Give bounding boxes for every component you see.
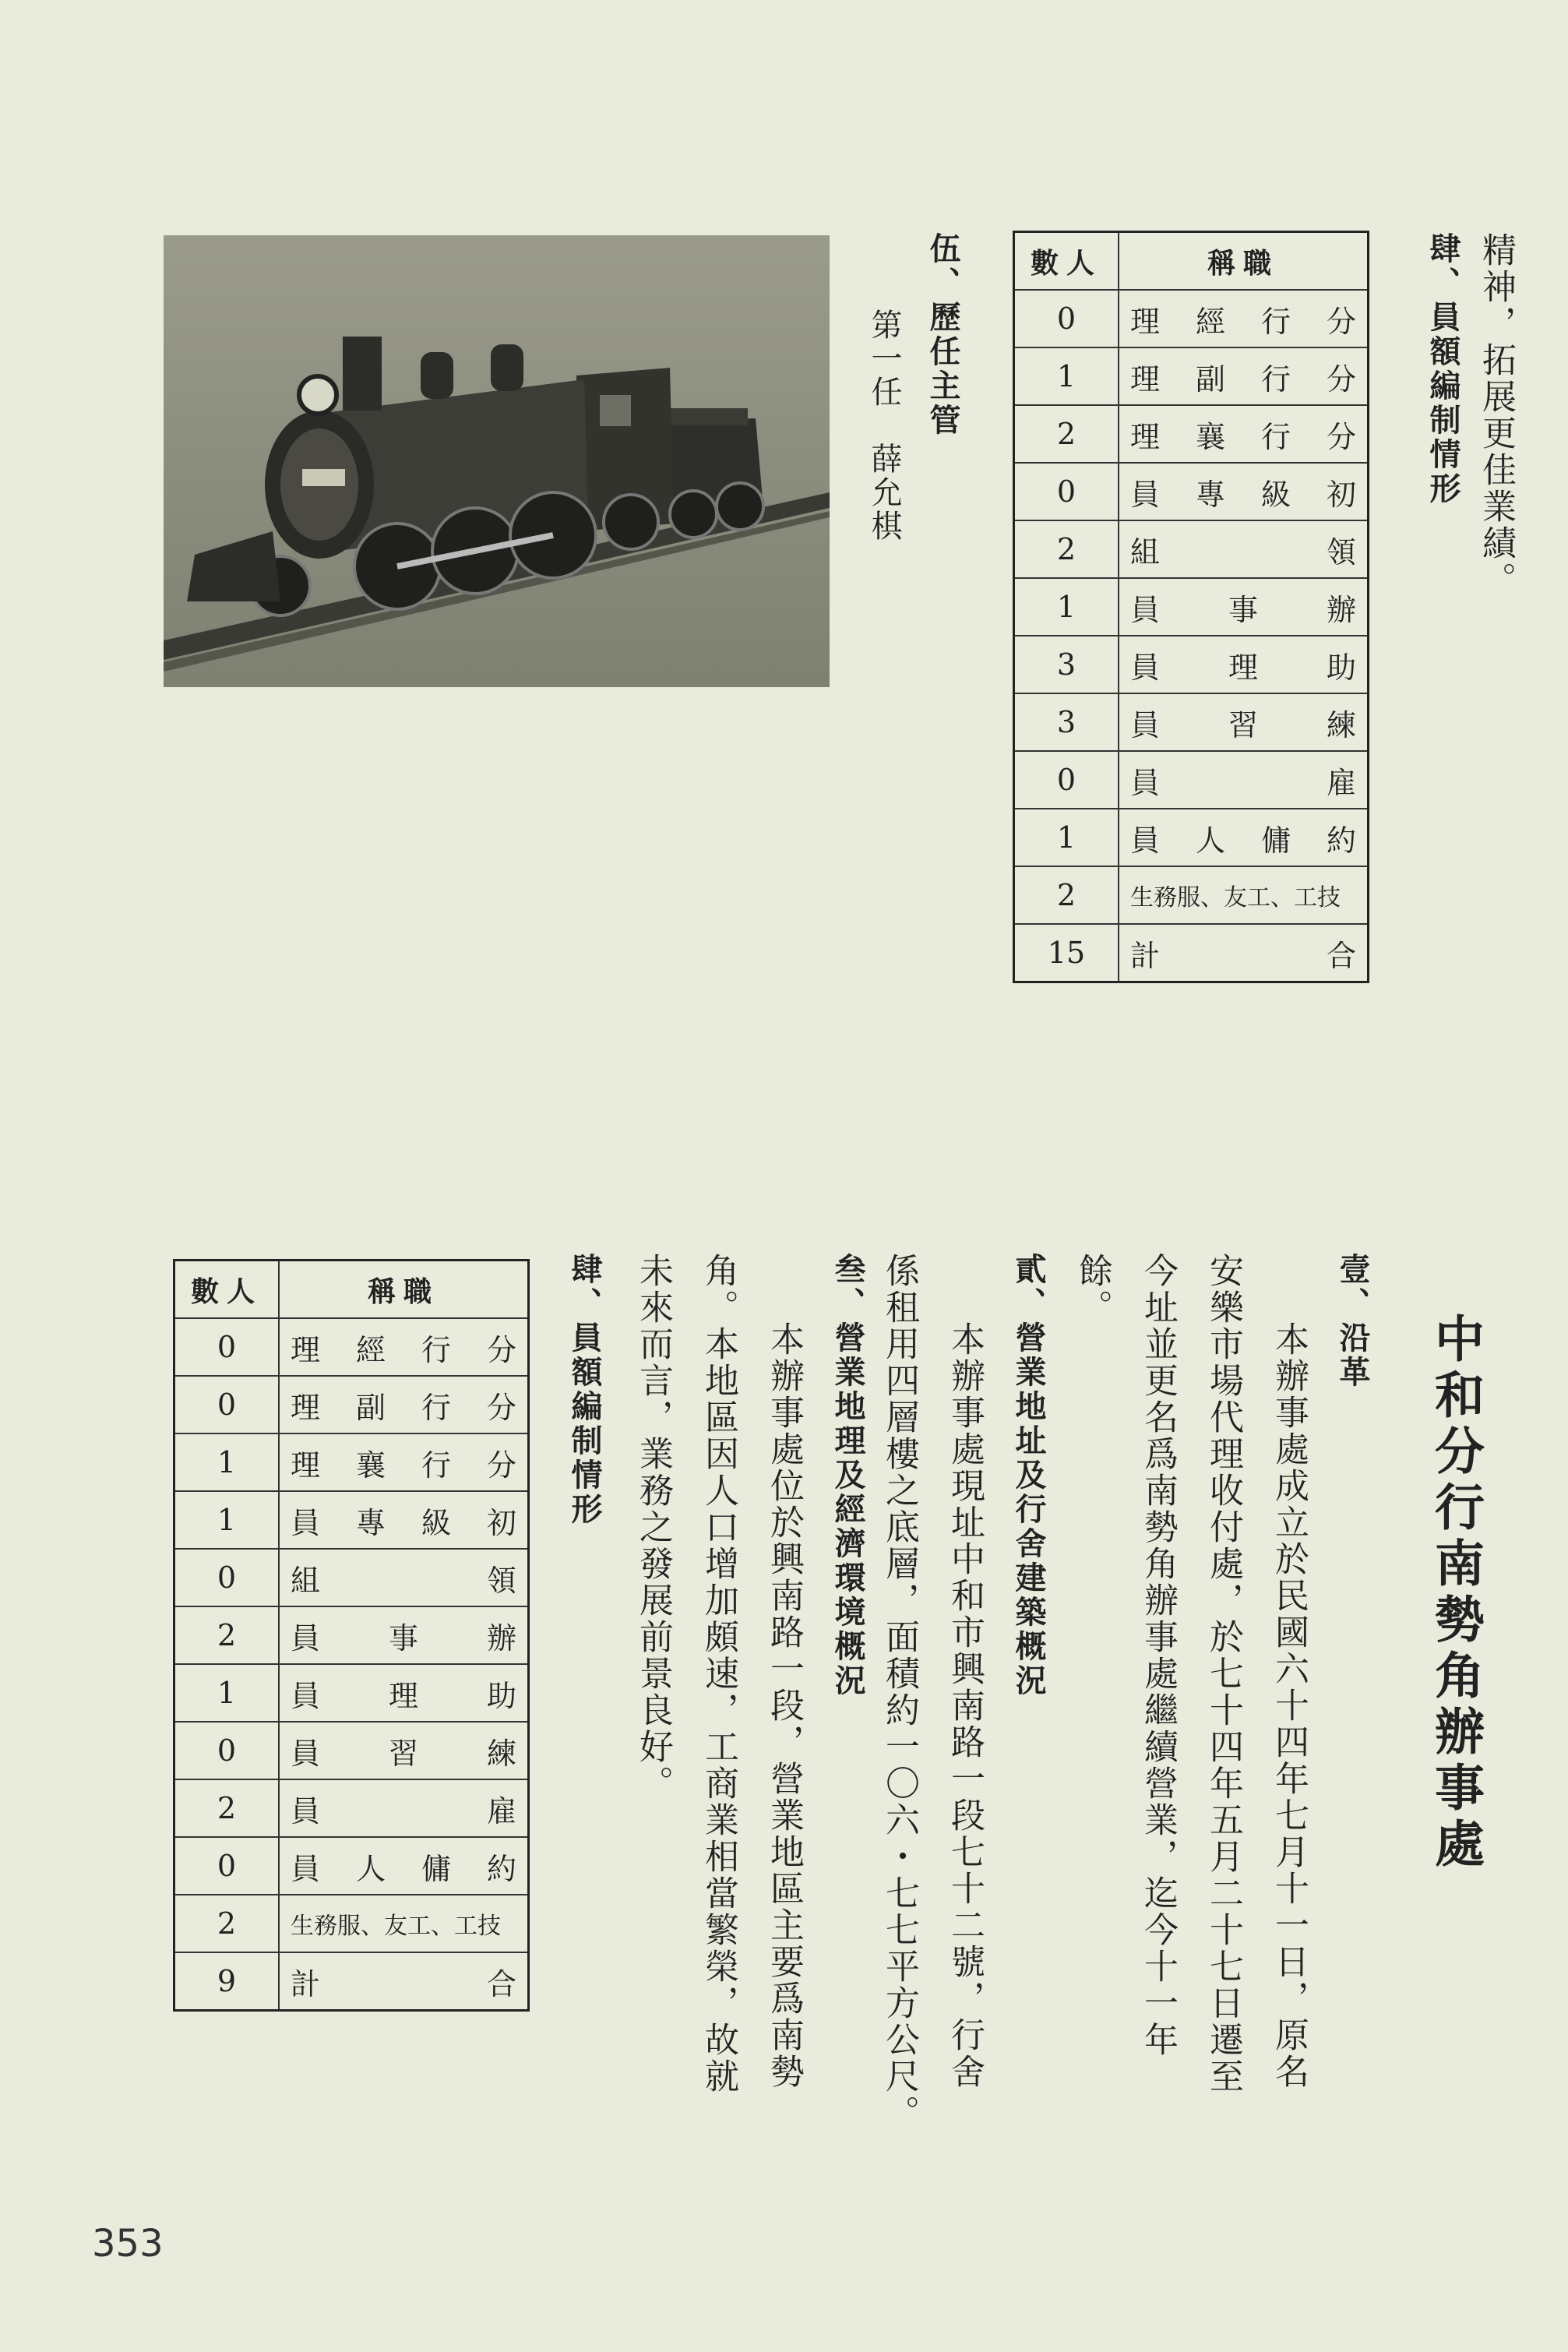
position-title-cell — [279, 1318, 529, 1376]
staff-count-cell: 1 — [174, 1491, 280, 1549]
position-title-cell — [279, 1376, 529, 1433]
staff-count-cell: 3 — [1014, 693, 1119, 751]
position-title-text: 員 雇 — [291, 1793, 516, 1828]
table-row — [174, 1491, 529, 1549]
section-heading-supervisors: 伍、歷任主管 — [925, 232, 960, 438]
header-count: 數人 — [1014, 232, 1119, 291]
table-row — [1014, 636, 1369, 693]
position-title-cell — [1119, 636, 1369, 693]
position-title-cell — [279, 1549, 529, 1606]
position-title-cell — [279, 1779, 529, 1837]
locomotive-photo — [164, 235, 830, 687]
position-title-text: 員 人 傭 約 — [291, 1851, 516, 1886]
position-title-cell — [1119, 463, 1369, 520]
header-title: 稱職 — [1119, 232, 1369, 291]
staff-count-cell: 0 — [174, 1837, 280, 1895]
staff-count-cell: 2 — [1014, 405, 1119, 463]
table-row — [174, 1837, 529, 1895]
staff-count-cell: 0 — [1014, 463, 1119, 520]
position-title-text: 生務服、友工、工技 — [1130, 884, 1341, 912]
position-title-text: 理 經 行 分 — [291, 1332, 516, 1367]
table-header-row — [174, 1261, 529, 1319]
locomotive-illustration — [164, 235, 830, 687]
position-title-cell — [279, 1664, 529, 1722]
table-row — [174, 1722, 529, 1779]
position-title-text: 理 襄 行 分 — [1130, 419, 1356, 454]
position-title-text: 計 合 — [291, 1966, 516, 2001]
table-row — [1014, 924, 1369, 982]
position-title-text: 組 領 — [1130, 534, 1356, 569]
staff-count-cell: 3 — [1014, 636, 1119, 693]
table-row — [1014, 520, 1369, 578]
section-heading-address: 貳、營業地址及行舍建築概況 — [1010, 1253, 1046, 1698]
staff-count-cell: 2 — [174, 1895, 280, 1952]
table-row — [174, 1779, 529, 1837]
staff-count-cell: 0 — [174, 1318, 280, 1376]
position-title-text: 員 事 辦 — [291, 1620, 516, 1656]
position-title-cell — [1119, 866, 1369, 924]
position-title-cell — [1119, 520, 1369, 578]
supervisor-line: 第一任 薛允棋 — [866, 309, 902, 543]
position-title-text: 員 專 級 初 — [1130, 477, 1356, 512]
position-title-text: 員 習 練 — [1130, 707, 1356, 742]
table-row — [174, 1318, 529, 1376]
paragraph-line: 角。本地區因人口增加頗速，工商業相當繁榮，故就 — [699, 1253, 738, 2095]
position-title-text: 員 事 辦 — [1130, 592, 1356, 627]
staff-count-cell: 0 — [174, 1722, 280, 1779]
table-row — [1014, 578, 1369, 636]
staff-count-cell: 2 — [174, 1779, 280, 1837]
table-row — [174, 1895, 529, 1952]
position-title-cell — [279, 1952, 529, 2011]
continuation-text: 精神，拓展更佳業績。 — [1476, 232, 1516, 598]
section-heading-history: 壹、沿革 — [1334, 1253, 1370, 1390]
paragraph-line: 今址並更名爲南勢角辦事處繼續營業，迄今十一年 — [1138, 1253, 1178, 2058]
position-title-cell — [279, 1895, 529, 1952]
table-row — [174, 1549, 529, 1606]
staffing-table-bottom — [173, 1259, 530, 2012]
position-title-cell — [1119, 751, 1369, 809]
staff-count-cell: 1 — [1014, 578, 1119, 636]
staff-count-cell: 1 — [174, 1433, 280, 1491]
table-row — [174, 1606, 529, 1664]
position-title-cell — [279, 1722, 529, 1779]
position-title-cell — [1119, 347, 1369, 405]
section-heading-environment: 叁、營業地理及經濟環境概況 — [830, 1253, 865, 1698]
table-row — [174, 1952, 529, 2011]
staff-count-cell: 15 — [1014, 924, 1119, 982]
paragraph-line: 本辦事處現址中和市興南路一段七十二號，行舍 — [945, 1321, 985, 2090]
position-title-cell — [1119, 809, 1369, 866]
table-row — [1014, 405, 1369, 463]
staff-count-cell: 0 — [1014, 290, 1119, 347]
paragraph-line: 本辦事處成立於民國六十四年七月十一日，原名 — [1269, 1321, 1309, 2090]
position-title-cell — [1119, 693, 1369, 751]
position-title-text: 員 理 助 — [1130, 650, 1356, 685]
staff-count-cell: 2 — [1014, 866, 1119, 924]
staff-count-cell: 0 — [174, 1376, 280, 1433]
position-title-cell — [1119, 290, 1369, 347]
table-row — [174, 1664, 529, 1722]
paragraph-line: 餘。 — [1073, 1253, 1112, 1326]
position-title-text: 員 專 級 初 — [291, 1505, 516, 1540]
position-title-text: 員 人 傭 約 — [1130, 823, 1356, 858]
position-title-text: 組 領 — [291, 1563, 516, 1598]
position-title-cell — [1119, 924, 1369, 982]
position-title-text: 員 習 練 — [291, 1736, 516, 1771]
position-title-cell — [1119, 578, 1369, 636]
staff-count-cell: 0 — [174, 1549, 280, 1606]
header-count: 數人 — [174, 1261, 280, 1319]
table-row — [1014, 290, 1369, 347]
position-title-text: 理 副 行 分 — [1130, 361, 1356, 397]
section-heading-staffing-bottom: 肆、員額編制情形 — [566, 1253, 602, 1527]
section-heading-staffing-top: 肆、員額編制情形 — [1425, 232, 1461, 506]
position-title-cell — [279, 1491, 529, 1549]
staff-count-cell: 2 — [1014, 520, 1119, 578]
position-title-text: 生務服、友工、工技 — [291, 1913, 501, 1940]
table-row — [1014, 751, 1369, 809]
table-row — [174, 1433, 529, 1491]
staff-count-cell: 1 — [1014, 809, 1119, 866]
staffing-table-top — [1013, 231, 1369, 983]
staff-count-cell: 1 — [1014, 347, 1119, 405]
table-row — [1014, 693, 1369, 751]
paragraph-line: 安樂市場代理收付處，於七十四年五月二十七日遷至 — [1203, 1253, 1243, 2095]
table-row — [1014, 463, 1369, 520]
paragraph-line: 本辦事處位於興南路一段，營業地區主要爲南勢 — [764, 1321, 804, 2090]
position-title-text: 理 襄 行 分 — [291, 1448, 516, 1483]
table-row — [1014, 809, 1369, 866]
position-title-cell — [279, 1433, 529, 1491]
table-row — [174, 1376, 529, 1433]
header-title: 稱職 — [279, 1261, 529, 1319]
page-number: 353 — [92, 2222, 164, 2266]
staff-count-cell: 2 — [174, 1606, 280, 1664]
staff-count-cell: 1 — [174, 1664, 280, 1722]
staff-count-cell: 9 — [174, 1952, 280, 2011]
position-title-text: 員 理 助 — [291, 1678, 516, 1713]
table-row — [1014, 866, 1369, 924]
paragraph-line: 係租用四層樓之底層，面積約一〇六・七七平方公尺。 — [879, 1253, 919, 2132]
position-title-cell — [279, 1606, 529, 1664]
page-title: 中和分行南勢角辦事處 — [1426, 1313, 1484, 1874]
table-header-row — [1014, 232, 1369, 291]
table-row — [1014, 347, 1369, 405]
position-title-text: 員 雇 — [1130, 765, 1356, 800]
position-title-text: 理 經 行 分 — [1130, 304, 1356, 339]
position-title-text: 計 合 — [1130, 938, 1356, 973]
position-title-cell — [279, 1837, 529, 1895]
position-title-cell — [1119, 405, 1369, 463]
position-title-text: 理 副 行 分 — [291, 1390, 516, 1425]
staff-count-cell: 0 — [1014, 751, 1119, 809]
paragraph-line: 未來而言，業務之發展前景良好。 — [633, 1253, 673, 1802]
